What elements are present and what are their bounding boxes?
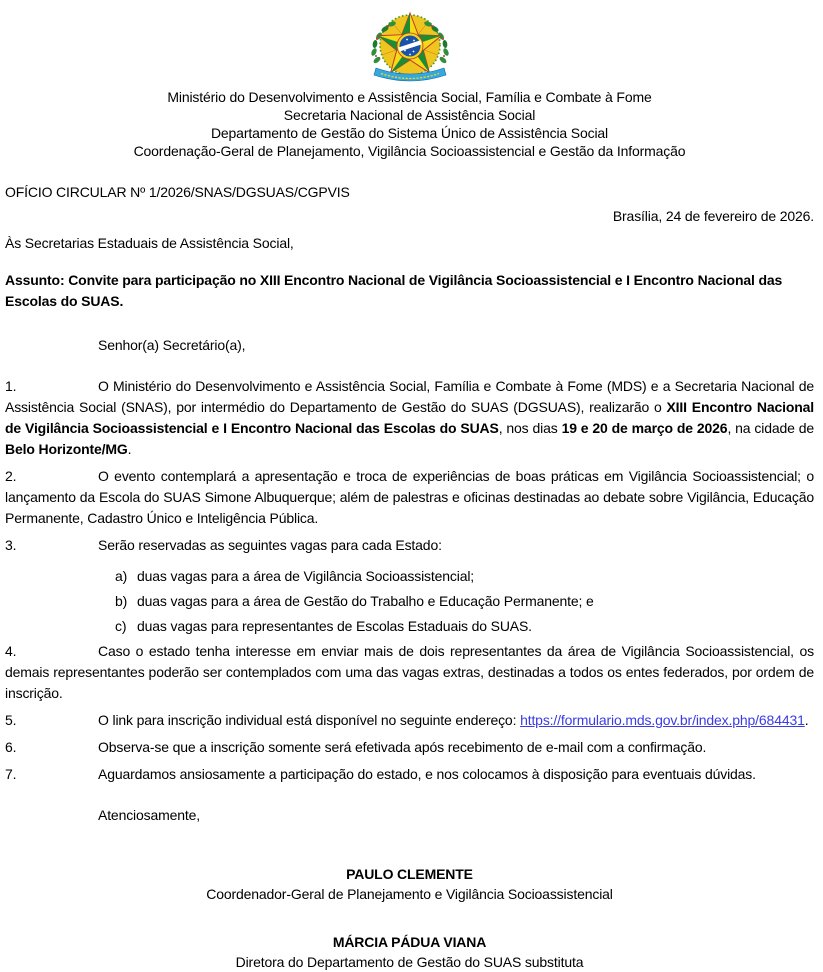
paragraph-text: . xyxy=(804,712,809,728)
brazil-coat-of-arms-icon xyxy=(367,8,453,82)
paragraph-number: 5. xyxy=(5,712,17,728)
vacancy-list xyxy=(5,562,814,637)
list-text: duas vagas para a área de Vigilância Socioassistencial; xyxy=(137,568,475,584)
org-header-line: Ministério do Desenvolvimento e Assistência Social, Família e Combate à Fome xyxy=(167,89,652,105)
paragraph-text: Observa-se que a inscrição somente será efetivada após recebimento de e-mail com a confirmação. xyxy=(98,739,707,755)
paragraph-number: 7. xyxy=(5,766,17,782)
paragraph-text: O link para inscrição individual está disponível no seguinte endereço: xyxy=(98,712,521,728)
paragraph xyxy=(5,764,814,785)
signature-name: MÁRCIA PÁDUA VIANA xyxy=(332,934,487,950)
list-text: duas vagas para a área de Gestão do Trabalho e Educação Permanente; e xyxy=(137,593,594,609)
paragraph-number: 4. xyxy=(5,643,17,659)
paragraph-text: Serão reservadas as seguintes vagas para cada Estado: xyxy=(98,537,442,553)
salutation-line: Senhor(a) Secretário(a), xyxy=(98,337,246,353)
org-header-line: Coordenação-Geral de Planejamento, Vigilância Socioassistencial e Gestão da Informação xyxy=(133,143,686,159)
signature xyxy=(5,864,814,904)
paragraph-text: 19 e 20 de março de 2026 xyxy=(561,420,728,436)
paragraph-list xyxy=(5,376,814,785)
paragraph-number: 3. xyxy=(5,537,17,553)
paragraph xyxy=(5,535,814,556)
list-marker: b) xyxy=(115,593,128,609)
paragraph xyxy=(5,641,814,704)
paragraph-text: , na cidade de xyxy=(727,420,814,436)
signature-block xyxy=(5,864,814,972)
signature xyxy=(5,932,814,972)
paragraph xyxy=(5,737,814,758)
paragraph-text: Aguardamos ansiosamente a participação do estado, e nos colocamos à disposição para eventuais dúvidas. xyxy=(98,766,756,782)
paragraph xyxy=(5,376,814,460)
org-header-line: Secretaria Nacional de Assistência Social xyxy=(283,107,536,123)
signature-title: Diretora do Departamento de Gestão do SUAS substituta xyxy=(235,954,584,970)
paragraph-text: O evento contemplará a apresentação e troca de experiências de boas práticas em Vigilância Socioassistencial; o lançamento da Escola do SUAS Simone Albuquerque; além de palestras e oficinas destinadas ao debate sobre Vigilância, Educação Permanente, Cadastro Único e Inteligência Pública. xyxy=(5,468,814,526)
paragraph-text: O Ministério do Desenvolvimento e Assistência Social, Família e Combate à Fome (MDS) e a Secretaria Nacional de Assistência Social (SNAS), por intermédio do Departamento de Gestão do SUAS (DGSUAS), realizarão o xyxy=(5,378,814,415)
paragraph-number: 6. xyxy=(5,739,17,755)
date-line: Brasília, 24 de fevereiro de 2026. xyxy=(612,208,814,224)
paragraph-number: 2. xyxy=(5,468,17,484)
addressee-line: Às Secretarias Estaduais de Assistência Social, xyxy=(5,235,294,251)
list-item xyxy=(115,566,814,587)
registration-link[interactable]: https://formulario.mds.gov.br/index.php/684431 xyxy=(520,712,805,728)
paragraph-number: 1. xyxy=(5,378,17,394)
list-item xyxy=(115,616,814,637)
paragraph-text: . xyxy=(127,441,132,457)
paragraph xyxy=(5,710,814,731)
paragraph-text: XIII Encontro Nacional de Vigilância Socioassistencial e I Encontro Nacional das Escolas do SUAS xyxy=(5,399,815,436)
list-item xyxy=(115,591,814,612)
document-header-emblem xyxy=(5,8,814,82)
paragraph-text: Caso o estado tenha interesse em enviar mais de dois representantes da área de Vigilância Socioassistencial, os demais representantes poderão ser contemplados com uma das vagas extras, destinadas a todos os entes federados, por ordem de inscrição. xyxy=(5,643,814,701)
subject-line: Assunto: Convite para participação no XIII Encontro Nacional de Vigilância Socioassistencial e I Encontro Nacional das Escolas do SUAS. xyxy=(5,272,783,309)
document-reference: OFÍCIO CIRCULAR Nº 1/2026/SNAS/DGSUAS/CGPVIS xyxy=(5,184,350,200)
org-header xyxy=(5,88,814,160)
signature-title: Coordenador-Geral de Planejamento e Vigilância Socioassistencial xyxy=(206,886,613,902)
paragraph-text: Belo Horizonte/MG xyxy=(5,441,128,457)
signature-name: PAULO CLEMENTE xyxy=(346,866,473,882)
paragraph xyxy=(5,466,814,529)
closing-line: Atenciosamente, xyxy=(98,807,201,823)
list-marker: c) xyxy=(115,618,127,634)
list-marker: a) xyxy=(115,568,128,584)
org-header-line: Departamento de Gestão do Sistema Único de Assistência Social xyxy=(210,125,609,141)
paragraph-text: , nos dias xyxy=(498,420,562,436)
list-text: duas vagas para representantes de Escolas Estaduais do SUAS. xyxy=(137,618,532,634)
